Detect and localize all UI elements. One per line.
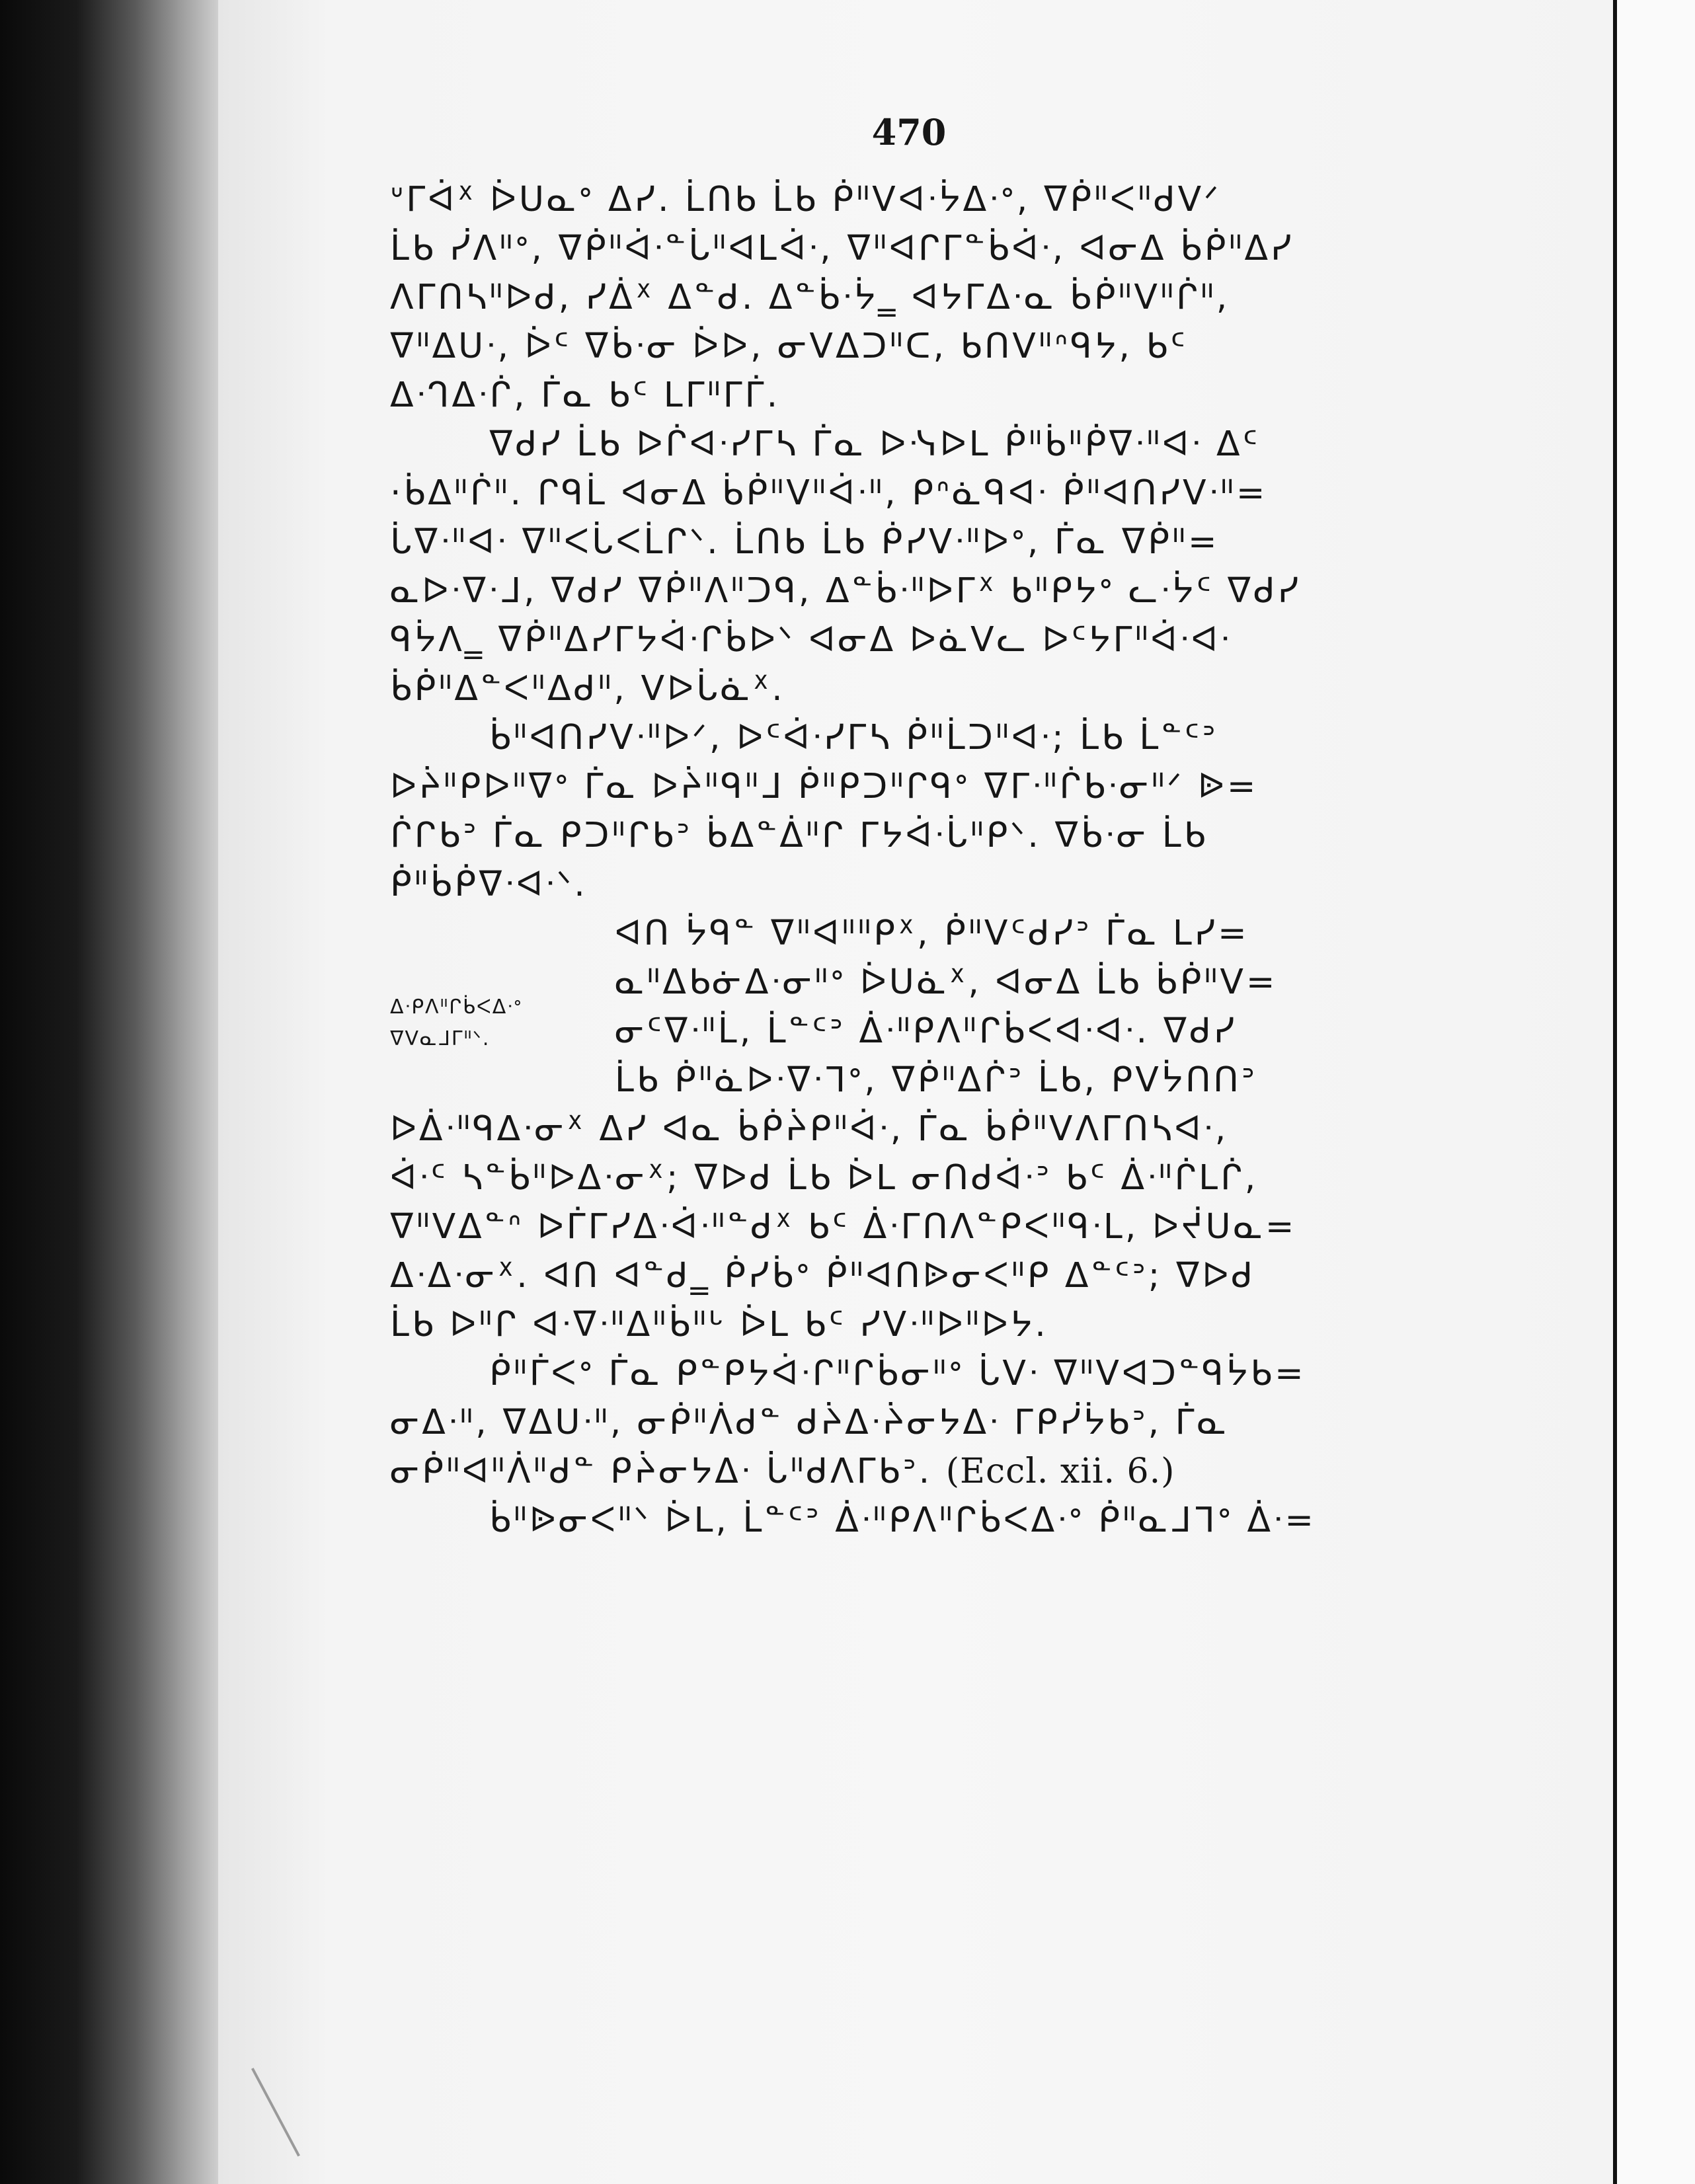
- text-line: ᓂᑮᐦᐊᐦᐲᐦᑯᓐ ᑭᔩᓂᔭᐃᐧ ᒑᐦᑯᐱᒥᑲᐣ. (Eccl. xii. 6.): [390, 1452, 1175, 1491]
- text-line: ᐃᐧᒉᐃᐧᒌ, ᒦᓇ ᑲᑦ ᒪᒥᐦᒥᒦ.: [390, 375, 781, 415]
- text-line: ᐅᔩᐦᑭᐅᐦᐁᐤ ᒦᓇ ᐅᔩᐦᑫᐦᒧ ᑮᐦᑭᑐᐦᒋᑫᐤ ᐁᒥᐧᐦᒌᑲᐧᓂᐦᐟ ᐉ=: [390, 767, 1259, 806]
- scripture-reference: (Eccl. xii. 6.): [945, 1452, 1175, 1491]
- text-line: ᑫᔮᐱ‗ ᐁᑮᐦᐃᓯᒥᔭᐋᐧᒋᑳᐅᐠ ᐊᓂᐃ ᐅᓈᐯᓚ ᐅᑦᔭᒥᐦᐋᐧᐊᐧ: [390, 620, 1232, 660]
- text-line: ᑮᐦᑳᑮᐁᐧᐊᐧᐠ.: [390, 865, 588, 904]
- text-line: ᑳᐦᐊᑎᓯᐯᐧᐦᐅᐟ, ᐅᑦᐋᐧᓯᒥᓴ ᑮᐦᒫᑐᐦᐊᐧ; ᒫᑲ ᒫᓐᑦᐣ: [489, 718, 1218, 758]
- book-spine-shadow: [0, 0, 218, 2184]
- text-line: ᒫᑲ ᑮᐦᓈᐅᐧᐁᐧᒣᐤ, ᐁᑮᐦᐃᒌᐣ ᒫᑲ, ᑭᐯᔮᑎᑎᐣ: [615, 1060, 1257, 1100]
- text-line: ᒌᒋᑲᐣ ᒦᓇ ᑭᑐᐦᒋᑲᐣ ᑳᐃᓐᐄᐦᒋ ᒥᔭᐋᐧᒑᐦᑭᐠ. ᐁᑳᐧᓂ ᒫᑲ: [390, 816, 1208, 855]
- facing-page-edge: [1613, 0, 1695, 2184]
- text-line: ᐃᐧᐃᐧᓂᕽ. ᐊᑎ ᐊᓐᑯ‗ ᑮᓯᑳᐤ ᑮᐦᐊᑎᐉᓂᐸᐦᑭ ᐃᓐᑦᐣ; ᐁᐅᑯ: [390, 1256, 1256, 1296]
- text-line: ·ᑳᐃᐦᒌᐦ. ᒋᑫᒫ ᐊᓂᐃ ᑳᑮᐦᐯᐦᐋᐧᐦ, ᑭᐢᓈᑫᐊᐧ ᑮᐦᐊᑎᓯᐯᐧᐦ=: [390, 473, 1268, 513]
- text-line: ᓇᐅᐧᐁᐧᒧ, ᐁᑯᓯ ᐁᑮᐦᐱᐦᑐᑫ, ᐃᓐᑳᐧᐦᐅᒥᕽ ᑲᐦᑭᔭᐤ ᓚᐧᔮᑦ ᐁᑯᓯ: [390, 571, 1302, 611]
- text-line: ᐁᑯᓯ ᒫᑲ ᐅᒌᐊᐧᓯᒥᓴ ᒦᓇ ᐅᓶᐅᒪ ᑮᐦᑳᐦᑮᐁᐧᐦᐊᐧ ᐃᑦ: [489, 424, 1261, 464]
- page-number: 470: [871, 111, 947, 153]
- text-line: ᑳᐦᐉᓂᐸᐦᐠ ᐆᒪ, ᒫᓐᑦᐣ ᐄᐧᐦᑭᐱᐦᒋᑳᐸᐃᐧᐤ ᑮᐦᓇᒧᒣᐤ ᐄᐧ=: [489, 1501, 1316, 1540]
- text-line: ᑮᐦᒦᐸᐤ ᒦᓇ ᑭᓐᑭᔭᐋᐧᒋᐦᒋᑳᓂᐦᐤ ᒑᐯᐧ ᐁᐦᐯᐊᑐᓐᑫᔮᑲ=: [489, 1354, 1306, 1393]
- text-line: ᐅᐄᐧᐦᑫᐃᐧᓂᕽ ᐃᓯ ᐊᓇ ᑳᑮᔩᑭᐦᐋᐧ, ᒦᓇ ᑳᑮᐦᐯᐱᒥᑎᓴᐊᐧ,: [390, 1109, 1229, 1149]
- text-line: ᒑᐁᐧᐦᐊᐧ ᐁᐦᐸᒑᐸᒫᒋᐠ. ᒫᑎᑲ ᒫᑲ ᑮᓯᐯᐧᐦᐅᐤ, ᒦᓇ ᐁᑮᐦ=: [390, 522, 1220, 562]
- margin-note-line: ᐃᐧᑭᐱᐦᒋᑳᐸᐃᐧᐤ: [390, 995, 523, 1019]
- book-page: [218, 0, 1613, 2184]
- text-line: ᐊᑎ ᔮᑫᓐ ᐁᐦᐊᐦᐦᑭᕽ, ᑮᐦᐯᑦᑯᓯᐣ ᒦᓇ ᒪᓯ=: [615, 914, 1249, 953]
- text-line: ᓇᐦᐃᑲᓃᐃᐧᓂᐦᐤ ᐆᑌᓈᕽ, ᐊᓂᐃ ᒫᑲ ᑳᑮᐦᐯ=: [615, 962, 1278, 1002]
- text-line: ᐱᒥᑎᓴᐦᐅᑯ, ᓯᐄᕽ ᐃᓐᑯ. ᐃᓐᑳᐧᔮ‗ ᐊᔭᒥᐃᐧᓇ ᑳᑮᐦᐯᐦᒌᐦ,: [390, 278, 1230, 317]
- margin-note: [390, 992, 608, 1055]
- text-line: ᐁᐦᐯᐃᓐᐢ ᐅᒦᒥᓯᐃᐧᐋᐧᐦᓐᑯᕽ ᑲᑦ ᐄᐧᒥᑎᐱᓐᑭᐸᐦᑫᐧᒪ, ᐅᔫᑌᓇ=: [390, 1207, 1297, 1247]
- margin-note-line: ᐁᐯᓇᒧᒥᐦᐠ.: [390, 1027, 491, 1050]
- text-line: ᐡᒥᐋᕽ ᐆᑌᓇᐤ ᐃᓯ. ᒫᑎᑲ ᒫᑲ ᑮᐦᐯᐊᐧᔮᐃᐧᐤ, ᐁᑮᐦᐸᐦᑯᐯᐟ: [390, 180, 1222, 219]
- text-line: ᓂᐃᐧᐦ, ᐁᐃᑌᐧᐦ, ᓂᑮᐦᐲᑯᓐ ᑯᔩᐃᐧᔩᓂᔭᐃᐧ ᒥᑭᓰᔮᑲᐣ, ᒦᓇ: [390, 1403, 1229, 1442]
- text-line: ᐋᐧᑦ ᓴᓐᑳᐦᐅᐃᐧᓂᕽ; ᐁᐅᑯ ᒫᑲ ᐆᒪ ᓂᑎᑯᐋᐧᐣ ᑲᑦ ᐄᐧᐦᒌᒪᒌ,: [390, 1158, 1259, 1198]
- text-line: ᐁᐦᐃᑌᐧ, ᐆᑦ ᐁᑳᐧᓂ ᐆᐅ, ᓂᐯᐃᑐᐦᑕ, ᑲᑎᐯᐦᐢᑫᔭ, ᑲᑦ: [390, 327, 1188, 366]
- text-line: ᒫᑲ ᓰᐱᐦᐤ, ᐁᑮᐦᐋᐧᓐᒑᐦᐊᒪᐋᐧ, ᐁᐦᐊᒋᒥᓐᑳᐋᐧ, ᐊᓂᐃ ᑳᑮᐦᐃᓯ: [390, 229, 1294, 268]
- text-line: ᓂᑦᐁᐧᐦᒫ, ᒫᓐᑦᐣ ᐄᐧᐦᑭᐱᐦᒋᑳᐸᐊᐧᐊᐧ. ᐁᑯᓯ: [615, 1011, 1238, 1051]
- text-line: ᑳᑮᐦᐃᓐᐸᐦᐃᑯᐦ, ᐯᐅᒑᓈᕽ.: [390, 669, 785, 709]
- text-line: ᒫᑲ ᐅᐦᒋ ᐊᐧᐁᐧᐦᐃᐦᑳᐦᒡ ᐆᒪ ᑲᑦ ᓯᐯᐧᐦᐅᐦᐅᔭ.: [390, 1305, 1048, 1345]
